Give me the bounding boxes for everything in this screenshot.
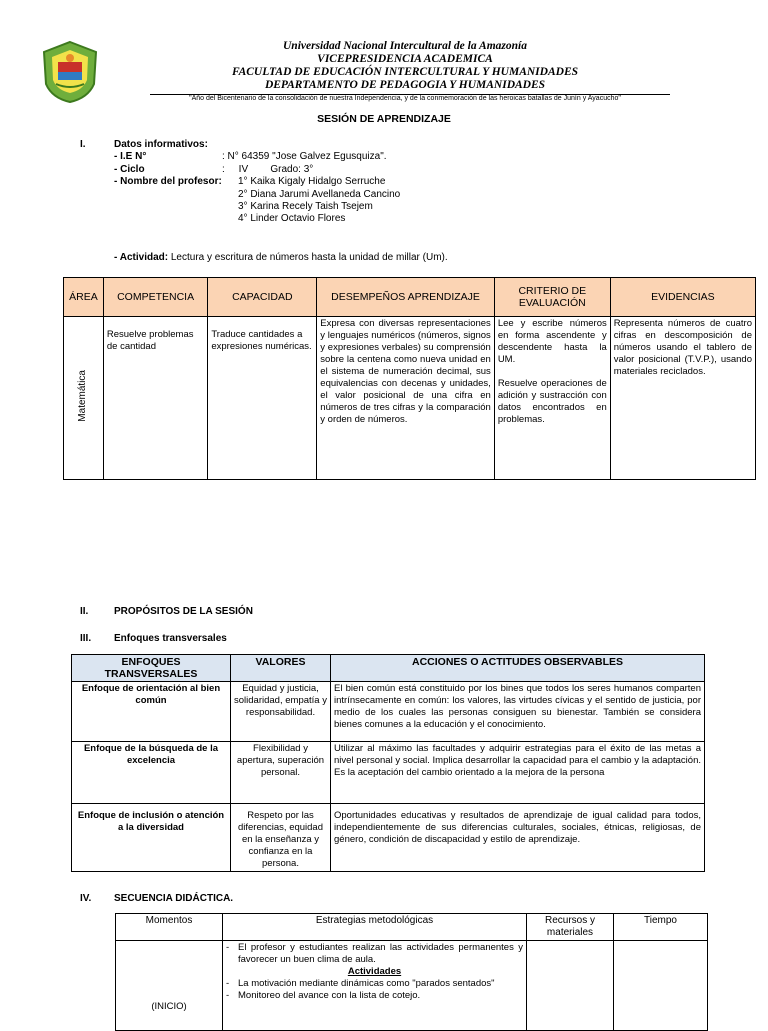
strategy-item-3: - Monitoreo del avance con la lista de cotejo. <box>226 990 421 1001</box>
acciones-3: Oportunidades educativas y resultados de aprendizaje de igual calidad para todos, independientemente de sus diferencias culturales, sociales, étnicas, religiosas, de género, condición de discapacidad y estilo de aprendizaje. <box>331 804 705 872</box>
header-estrategias: Estrategias metodológicas <box>223 914 527 941</box>
header-criterio: CRITERIO DE EVALUACIÓN <box>494 278 610 317</box>
learning-table <box>63 277 756 480</box>
activity-label: - Actividad: <box>114 252 169 263</box>
criterio-1: Lee y escribe números en forma ascendente y descendente hasta la UM. <box>497 318 607 365</box>
moment-inicio: (INICIO) <box>116 941 223 1031</box>
header-enfoques: ENFOQUES TRANSVERSALES <box>72 655 231 682</box>
strategy-text-2: La motivación mediante dinámicas como "parados sentados" <box>238 978 495 989</box>
section-2-number: II. <box>80 606 89 617</box>
section-2-title: PROPÓSITOS DE LA SESIÓN <box>114 606 253 617</box>
strategy-item-2: - La motivación mediante dinámicas como "parados sentados" <box>226 978 495 989</box>
valores-3: Respeto por las diferencias, equidad en la enseñanza y confianza en la persona. <box>231 804 331 872</box>
header-recursos: Recursos y materiales <box>527 914 614 941</box>
criterio-2: Resuelve operaciones de adición y sustracción con datos encontrados en problemas. <box>497 378 607 425</box>
professor-label: - Nombre del profesor: <box>114 176 222 187</box>
activities-title: Actividades <box>347 966 402 977</box>
vice-presidency: VICEPRESIDENCIA ACADEMICA <box>317 53 493 65</box>
activity-line <box>114 252 448 264</box>
desempenos-cell: Expresa con diversas representaciones y lenguajes numéricos (números, signos y expresiones verbales) su comprensión sobre la centena como nueva unidad en el sistema de numeración decimal, sus equivalencias con decenas y unidades, el valor posicional de una cifra en números de tres cifras y la comparación y orden de números. <box>317 317 495 480</box>
header-capacidad: CAPACIDAD <box>208 278 317 317</box>
header-valores: VALORES <box>231 655 331 682</box>
acciones-1: El bien común está constituido por los bines que todos los seres humanos comparten intrínsecamente en común: los valores, las virtudes cívicas y el sentido de justicia, por medio de los cuales las personas consiguen su bienestar. También se considera bienes comunes a la educación y el conocimiento. <box>331 682 705 742</box>
didactic-sequence-table <box>115 913 708 1031</box>
strategy-text-3: Monitoreo del avance con la lista de cotejo. <box>238 990 421 1001</box>
header-area: ÁREA <box>64 278 104 317</box>
valores-1: Equidad y justicia, solidaridad, empatía y responsabilidad. <box>231 682 331 742</box>
evidencias-cell: Representa números de cuatro cifras en descomposición de números usando el tablero de valor posicional (T.V.P.), usando materiales reciclados. <box>610 317 755 480</box>
professor-2: 2° Diana Jarumi Avellaneda Cancino <box>238 189 401 200</box>
section-4-title: SECUENCIA DIDÁCTICA. <box>114 893 234 904</box>
transversal-table <box>71 654 705 872</box>
time-cell <box>614 941 708 1031</box>
header-desempenos: DESEMPEÑOS APRENDIZAJE <box>317 278 495 317</box>
university-name: Universidad Nacional Intercultural de la Amazonía <box>283 40 527 52</box>
ie-label: - I.E N° <box>114 151 147 162</box>
header-tiempo: Tiempo <box>614 914 708 941</box>
ciclo-value: : IV Grado: 3° <box>222 164 314 175</box>
section-3-number: III. <box>80 633 92 644</box>
department-name: DEPARTAMENTO DE PEDAGOGIA Y HUMANIDADES <box>264 79 546 91</box>
enfoque-2: Enfoque de la búsqueda de la excelencia <box>72 742 231 804</box>
professor-3: 3° Karina Recely Taish Tsejem <box>238 201 373 212</box>
section-4-number: IV. <box>80 893 92 904</box>
strategy-item-1: - El profesor y estudiantes realizan las actividades permanentes y favorecer un buen clima de aula. <box>226 942 523 965</box>
professor-4: 4° Linder Octavio Flores <box>238 213 346 224</box>
section-3-title: Enfoques transversales <box>114 633 227 644</box>
header-evidencias: EVIDENCIAS <box>610 278 755 317</box>
enfoque-3: Enfoque de inclusión o atención a la diversidad <box>72 804 231 872</box>
header-acciones: ACCIONES O ACTITUDES OBSERVABLES <box>331 655 705 682</box>
strategies-cell <box>223 941 527 1031</box>
session-title: SESIÓN DE APRENDIZAJE <box>317 113 451 125</box>
section-1-number: I. <box>80 139 86 150</box>
enfoque-1: Enfoque de orientación al bien común <box>72 682 231 742</box>
activity-value: Lectura y escritura de números hasta la unidad de millar (Um). <box>168 252 448 263</box>
faculty-name: FACULTAD DE EDUCACIÓN INTERCULTURAL Y HUMANIDADES <box>231 66 579 78</box>
competencia-cell: Resuelve problemas de cantidad <box>103 317 207 480</box>
header-momentos: Momentos <box>116 914 223 941</box>
capacidad-cell: Traduce cantidades a expresiones numéricas. <box>208 317 317 480</box>
professor-1: 1° Kaika Kigaly Hidalgo Serruche <box>238 176 386 187</box>
resources-cell <box>527 941 614 1031</box>
section-1-title: Datos informativos: <box>114 139 208 150</box>
area-value: Matemática <box>77 370 89 422</box>
area-cell <box>64 317 104 480</box>
header-competencia: COMPETENCIA <box>103 278 207 317</box>
ciclo-label: - Ciclo <box>114 164 145 175</box>
strategy-text-1: El profesor y estudiantes realizan las actividades permanentes y favorecer un buen clima de aula. <box>238 942 523 965</box>
criterio-cell <box>494 317 610 480</box>
year-motto: "Año del Bicentenario de la consolidación de nuestra Independencia, y de la conmemoración de las heroicas batallas de Junín y Ayacucho" <box>189 95 621 102</box>
valores-2: Flexibilidad y apertura, superación personal. <box>231 742 331 804</box>
acciones-2: Utilizar al máximo las facultades y adquirir estrategias para el éxito de las metas a nivel personal y social. Implica desarrollar la capacidad para el cambio y la adaptación. Es la aceptación del cambio orientado a la mejora de la persona <box>331 742 705 804</box>
ie-value: : N° 64359 "Jose Galvez Egusquiza". <box>222 151 387 162</box>
